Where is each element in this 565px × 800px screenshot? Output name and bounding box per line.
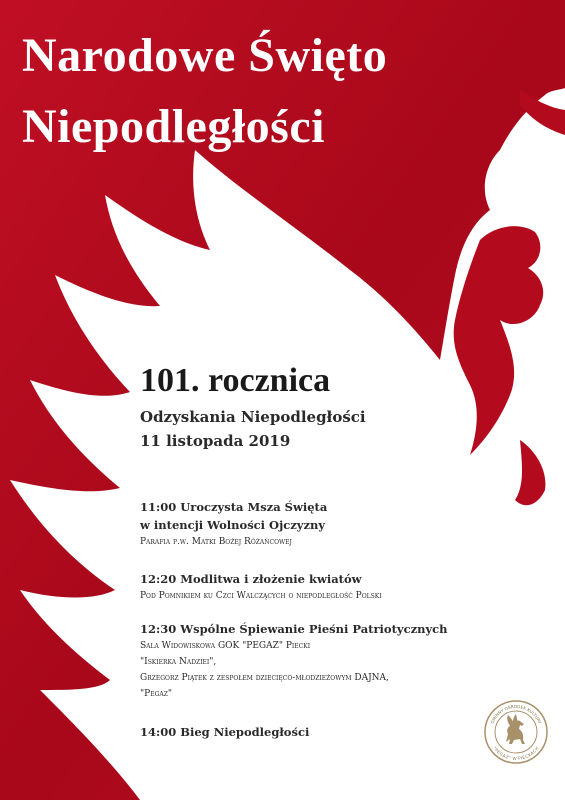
subtitle-line-1: Odzyskania Niepodległości — [140, 408, 366, 426]
logo-top-text: GMINNY OŚRODEK KULTURY — [489, 703, 543, 725]
subtitle-date: 11 listopada 2019 — [140, 432, 291, 450]
event-mass — [140, 498, 560, 550]
event-title-line: w intencji Wolności Ojczyzny — [140, 518, 326, 532]
event-title-line: 12:30 Wspólne Śpiewanie Pieśni Patriotycznych — [140, 622, 448, 636]
gok-pegaz-logo — [484, 700, 548, 764]
event-prayer — [140, 570, 560, 604]
event-place-line: "Iskierka Nadziei", — [140, 657, 217, 667]
event-place-line: Grzegorz Piątek z zespołem dziecięco-młodzieżowym DAJNA, — [140, 673, 389, 683]
logo-bottom-text: "PEGAZ" W PIECKACH — [492, 745, 540, 762]
event-title-line: 12:20 Modlitwa i złożenie kwiatów — [140, 572, 362, 586]
event-place-line: Pod Pomnikiem ku Czci Walczących o niepodległość Polski — [140, 591, 382, 601]
anniversary-heading: 101. rocznica — [140, 362, 331, 399]
title-line-2: Niepodległości — [22, 100, 325, 153]
title-line-1: Narodowe Święto — [22, 29, 388, 82]
event-title-line: 11:00 Uroczysta Msza Święta — [140, 500, 328, 514]
event-place-line: Sala Widowiskowa GOK "PEGAZ" Piecki — [140, 641, 311, 651]
event-title-line: 14:00 Bieg Niepodległości — [140, 725, 310, 739]
event-place-line: Parafia p.w. Matki Bożej Różańcowej — [140, 537, 292, 547]
event-singing — [140, 620, 560, 702]
event-place-line: "Pegaz" — [140, 689, 173, 699]
